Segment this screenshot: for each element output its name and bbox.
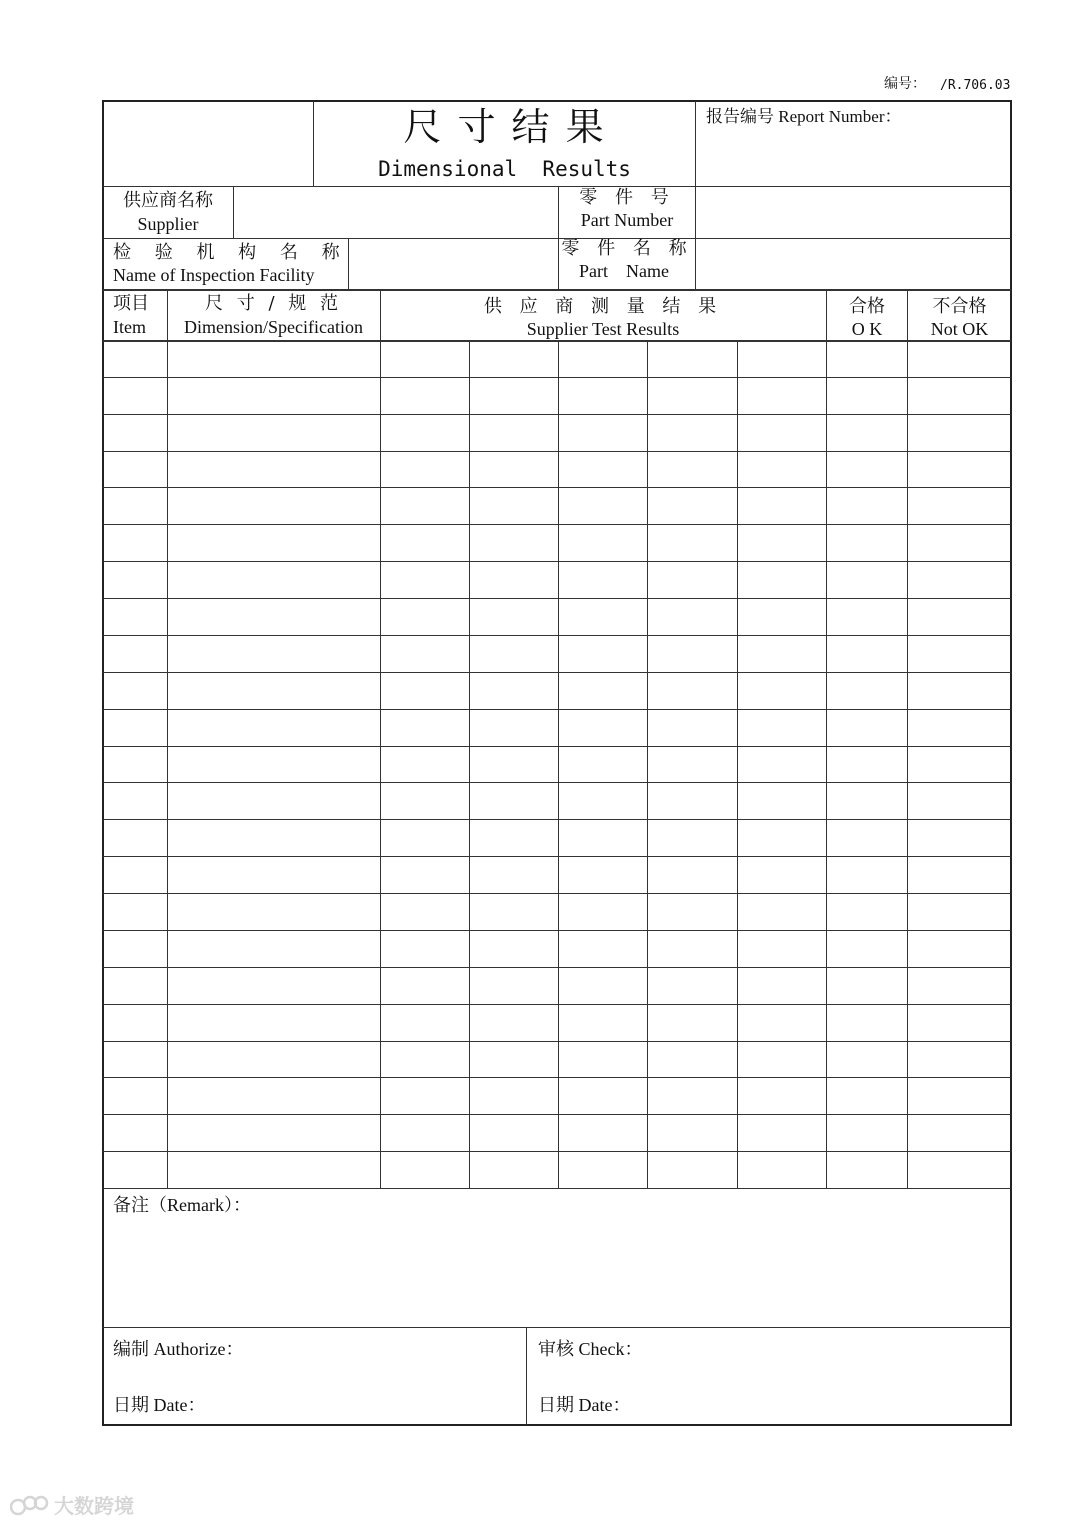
part-number-field[interactable] (699, 190, 1007, 234)
table-cell[interactable] (828, 1153, 905, 1186)
table-cell[interactable] (105, 711, 165, 744)
table-cell[interactable] (828, 1006, 905, 1039)
supplier-label-en: Supplier (137, 214, 199, 234)
table-cell[interactable] (105, 784, 165, 817)
table-cell[interactable] (105, 748, 165, 780)
col-ok-en: O K (851, 319, 883, 339)
doc-code-label: 编号： (884, 77, 926, 92)
table-cell[interactable] (739, 858, 824, 891)
divider (103, 1327, 1011, 1328)
divider (103, 1188, 1011, 1189)
watermark-text: 大数跨境 (54, 1494, 134, 1518)
col-ok-cn: 合格 (849, 296, 885, 317)
table-cell[interactable] (739, 600, 824, 633)
table-cell[interactable] (382, 748, 467, 780)
table-cell[interactable] (382, 637, 467, 670)
table-cell[interactable] (382, 969, 467, 1002)
table-cell[interactable] (105, 674, 165, 707)
table-cell[interactable] (382, 489, 467, 522)
table-cell[interactable] (828, 858, 905, 891)
table-cell[interactable] (649, 1043, 735, 1075)
table-cell[interactable] (105, 453, 165, 485)
table-cell[interactable] (471, 748, 556, 780)
table-cell[interactable] (471, 1116, 556, 1149)
authorize-label: 编制 Authorize： (113, 1339, 244, 1359)
form-title-cn: 尺 寸 结 果 (403, 105, 606, 149)
part-name-label-en: Part Name (579, 261, 669, 281)
table-cell[interactable] (828, 637, 905, 670)
table-cell[interactable] (169, 453, 378, 485)
table-cell[interactable] (169, 526, 378, 559)
col-not-ok-cn: 不合格 (932, 296, 987, 317)
table-cell[interactable] (382, 1116, 467, 1149)
table-cell[interactable] (560, 858, 645, 891)
table-cell[interactable] (105, 1006, 165, 1039)
table-cell[interactable] (739, 821, 824, 854)
col-not-ok-en: Not OK (930, 319, 989, 339)
table-cell[interactable] (105, 637, 165, 670)
part-name-field[interactable] (699, 242, 1007, 286)
table-cell[interactable] (649, 637, 735, 670)
table-cell[interactable] (471, 969, 556, 1002)
table-cell[interactable] (649, 416, 735, 449)
table-cell[interactable] (828, 674, 905, 707)
doc-code-value: /R.706.03 (940, 78, 1011, 93)
table-cell[interactable] (828, 711, 905, 744)
table-cell[interactable] (649, 453, 735, 485)
table-cell[interactable] (909, 453, 1009, 485)
table-cell[interactable] (560, 416, 645, 449)
table-cell[interactable] (105, 1153, 165, 1186)
table-cell[interactable] (471, 489, 556, 522)
table-cell[interactable] (105, 1079, 165, 1112)
table-cell[interactable] (560, 637, 645, 670)
table-cell[interactable] (909, 748, 1009, 780)
table-cell[interactable] (649, 821, 735, 854)
table-cell[interactable] (909, 858, 1009, 891)
table-cell[interactable] (560, 784, 645, 817)
table-cell[interactable] (382, 342, 467, 375)
table-cell[interactable] (471, 1079, 556, 1112)
table-cell[interactable] (382, 858, 467, 891)
table-cell[interactable] (560, 1043, 645, 1075)
table-cell[interactable] (382, 526, 467, 559)
table-cell[interactable] (909, 379, 1009, 412)
table-cell[interactable] (828, 895, 905, 928)
table-cell[interactable] (169, 932, 378, 965)
table-cell[interactable] (471, 526, 556, 559)
inspection-facility-label-cn: 检 验 机 构 名 称 (113, 242, 349, 263)
table-cell[interactable] (169, 416, 378, 449)
table-cell[interactable] (909, 932, 1009, 965)
table-cell[interactable] (105, 600, 165, 633)
table-cell[interactable] (169, 342, 378, 375)
table-cell[interactable] (382, 895, 467, 928)
table-cell[interactable] (649, 969, 735, 1002)
table-cell[interactable] (169, 748, 378, 780)
watermark-logo-icon (10, 1493, 54, 1519)
table-cell[interactable] (649, 1116, 735, 1149)
table-cell[interactable] (739, 1079, 824, 1112)
divider (103, 186, 1011, 187)
table-cell[interactable] (169, 674, 378, 707)
table-cell[interactable] (739, 489, 824, 522)
table-cell[interactable] (739, 711, 824, 744)
table-cell[interactable] (909, 1043, 1009, 1075)
table-cell[interactable] (909, 526, 1009, 559)
part-number-label-en: Part Number (580, 210, 674, 230)
table-cell[interactable] (382, 674, 467, 707)
table-cell[interactable] (471, 858, 556, 891)
table-cell[interactable] (105, 895, 165, 928)
divider (233, 187, 234, 238)
remark-label: 备注（Remark）： (113, 1195, 251, 1215)
table-cell[interactable] (471, 563, 556, 596)
table-cell[interactable] (828, 489, 905, 522)
table-cell[interactable] (471, 1153, 556, 1186)
table-cell[interactable] (105, 526, 165, 559)
table-cell[interactable] (382, 1079, 467, 1112)
table-cell[interactable] (649, 379, 735, 412)
table-cell[interactable] (471, 379, 556, 412)
table-cell[interactable] (560, 379, 645, 412)
table-cell[interactable] (828, 821, 905, 854)
table-cell[interactable] (560, 821, 645, 854)
table-cell[interactable] (169, 1079, 378, 1112)
table-cell[interactable] (382, 453, 467, 485)
col-supplier-results-en: Supplier Test Results (526, 319, 680, 339)
table-cell[interactable] (169, 784, 378, 817)
table-cell[interactable] (560, 674, 645, 707)
table-cell[interactable] (382, 711, 467, 744)
table-cell[interactable] (471, 895, 556, 928)
table-cell[interactable] (649, 1079, 735, 1112)
table-cell[interactable] (105, 416, 165, 449)
table-cell[interactable] (739, 379, 824, 412)
table-cell[interactable] (471, 1006, 556, 1039)
table-cell[interactable] (105, 932, 165, 965)
table-cell[interactable] (909, 637, 1009, 670)
table-cell[interactable] (560, 563, 645, 596)
table-cell[interactable] (169, 379, 378, 412)
table-cell[interactable] (382, 379, 467, 412)
table-cell[interactable] (739, 969, 824, 1002)
table-cell[interactable] (739, 342, 824, 375)
table-cell[interactable] (739, 1006, 824, 1039)
table-cell[interactable] (382, 563, 467, 596)
table-cell[interactable] (828, 932, 905, 965)
table-cell[interactable] (828, 563, 905, 596)
table-cell[interactable] (169, 637, 378, 670)
table-cell[interactable] (105, 858, 165, 891)
table-cell[interactable] (560, 342, 645, 375)
table-cell[interactable] (828, 342, 905, 375)
table-cell[interactable] (471, 784, 556, 817)
table-cell[interactable] (649, 932, 735, 965)
part-number-label-cn: 零 件 号 (579, 187, 675, 208)
table-cell[interactable] (382, 1006, 467, 1039)
table-cell[interactable] (739, 1043, 824, 1075)
table-cell[interactable] (560, 453, 645, 485)
table-cell[interactable] (105, 379, 165, 412)
table-cell[interactable] (471, 342, 556, 375)
table-cell[interactable] (909, 1079, 1009, 1112)
table-cell[interactable] (560, 932, 645, 965)
watermark (10, 1492, 150, 1522)
table-cell[interactable] (105, 563, 165, 596)
form-title-en: Dimensional Results (378, 157, 631, 181)
table-cell[interactable] (828, 416, 905, 449)
table-cell[interactable] (169, 1116, 378, 1149)
table-cell[interactable] (739, 674, 824, 707)
col-dimension-cn: 尺 寸 / 规 范 (205, 293, 342, 314)
table-cell[interactable] (649, 711, 735, 744)
table-cell[interactable] (560, 600, 645, 633)
table-cell[interactable] (909, 416, 1009, 449)
check-field[interactable] (650, 1336, 1005, 1362)
table-cell[interactable] (169, 895, 378, 928)
report-number-label: 报告编号 Report Number： (706, 107, 902, 126)
check-date-label: 日期 Date： (538, 1395, 631, 1415)
table-cell[interactable] (382, 821, 467, 854)
table-cell[interactable] (471, 821, 556, 854)
table-cell[interactable] (560, 1116, 645, 1149)
table-cell[interactable] (105, 969, 165, 1002)
table-cell[interactable] (169, 821, 378, 854)
table-cell[interactable] (649, 1153, 735, 1186)
table-cell[interactable] (909, 600, 1009, 633)
table-cell[interactable] (649, 674, 735, 707)
table-cell[interactable] (560, 1006, 645, 1039)
table-cell[interactable] (649, 1006, 735, 1039)
inspection-facility-field[interactable] (352, 242, 554, 286)
table-cell[interactable] (909, 784, 1009, 817)
table-cell[interactable] (739, 784, 824, 817)
table-cell[interactable] (471, 637, 556, 670)
table-cell[interactable] (739, 1153, 824, 1186)
table-cell[interactable] (739, 563, 824, 596)
divider (103, 238, 1011, 239)
table-cell[interactable] (560, 1079, 645, 1112)
table-cell[interactable] (828, 1116, 905, 1149)
table-cell[interactable] (909, 342, 1009, 375)
check-date-field[interactable] (630, 1392, 1005, 1418)
table-cell[interactable] (471, 416, 556, 449)
inspection-facility-label-en: Name of Inspection Facility (113, 265, 315, 285)
authorize-date-field[interactable] (205, 1392, 518, 1418)
table-cell[interactable] (169, 1043, 378, 1075)
table-cell[interactable] (471, 600, 556, 633)
col-supplier-results-cn: 供 应 商 测 量 结 果 (483, 296, 723, 317)
check-label: 审核 Check： (538, 1339, 643, 1359)
table-cell[interactable] (169, 969, 378, 1002)
table-cell[interactable] (909, 1153, 1009, 1186)
table-cell[interactable] (382, 1153, 467, 1186)
table-cell[interactable] (739, 895, 824, 928)
table-cell[interactable] (169, 1006, 378, 1039)
divider (526, 1328, 527, 1425)
table-cell[interactable] (828, 1079, 905, 1112)
table-cell[interactable] (909, 563, 1009, 596)
table-cell[interactable] (649, 526, 735, 559)
table-cell[interactable] (909, 1116, 1009, 1149)
supplier-label-cn: 供应商名称 (123, 190, 213, 211)
table-cell[interactable] (649, 342, 735, 375)
table-cell[interactable] (739, 637, 824, 670)
table-cell[interactable] (560, 1153, 645, 1186)
table-cell[interactable] (649, 895, 735, 928)
table-cell[interactable] (382, 784, 467, 817)
table-cell[interactable] (828, 748, 905, 780)
table-cell[interactable] (649, 563, 735, 596)
table-cell[interactable] (105, 1116, 165, 1149)
part-name-label-cn: 零 件 名 称 (561, 238, 693, 259)
divider (695, 101, 696, 290)
authorize-field[interactable] (248, 1336, 518, 1362)
table-cell[interactable] (560, 748, 645, 780)
table-cell[interactable] (909, 1006, 1009, 1039)
table-cell[interactable] (105, 342, 165, 375)
table-cell[interactable] (739, 526, 824, 559)
table-cell[interactable] (105, 821, 165, 854)
table-cell[interactable] (739, 453, 824, 485)
table-cell[interactable] (828, 969, 905, 1002)
table-cell[interactable] (739, 1116, 824, 1149)
col-item-en: Item (113, 317, 146, 337)
divider (103, 289, 1011, 291)
table-cell[interactable] (382, 600, 467, 633)
table-cell[interactable] (739, 932, 824, 965)
table-cell[interactable] (471, 932, 556, 965)
table-cell[interactable] (649, 784, 735, 817)
table-cell[interactable] (649, 489, 735, 522)
table-cell[interactable] (471, 711, 556, 744)
table-cell[interactable] (169, 1153, 378, 1186)
table-cell[interactable] (649, 748, 735, 780)
table-cell[interactable] (169, 600, 378, 633)
table-cell[interactable] (471, 674, 556, 707)
col-item-cn: 项目 (113, 293, 149, 314)
table-cell[interactable] (471, 453, 556, 485)
supplier-field[interactable] (237, 190, 554, 234)
table-cell[interactable] (105, 489, 165, 522)
table-cell[interactable] (560, 895, 645, 928)
report-number-field[interactable] (700, 130, 1006, 182)
table-cell[interactable] (169, 858, 378, 891)
table-cell[interactable] (909, 674, 1009, 707)
table-cell[interactable] (169, 563, 378, 596)
table-cell[interactable] (909, 489, 1009, 522)
table-cell[interactable] (909, 969, 1009, 1002)
table-cell[interactable] (169, 711, 378, 744)
table-cell[interactable] (560, 526, 645, 559)
col-dimension-en: Dimension/Specification (184, 317, 363, 337)
table-cell[interactable] (560, 711, 645, 744)
table-cell[interactable] (828, 600, 905, 633)
table-cell[interactable] (560, 489, 645, 522)
table-cell[interactable] (828, 1043, 905, 1075)
table-cell[interactable] (382, 416, 467, 449)
table-cell[interactable] (909, 895, 1009, 928)
table-cell[interactable] (828, 784, 905, 817)
table-cell[interactable] (105, 1043, 165, 1075)
remark-field[interactable] (108, 1222, 1006, 1322)
table-cell[interactable] (828, 526, 905, 559)
table-cell[interactable] (828, 379, 905, 412)
table-cell[interactable] (169, 489, 378, 522)
table-cell[interactable] (649, 858, 735, 891)
table-cell[interactable] (471, 1043, 556, 1075)
table-cell[interactable] (649, 600, 735, 633)
table-cell[interactable] (560, 969, 645, 1002)
table-cell[interactable] (828, 453, 905, 485)
table-cell[interactable] (909, 711, 1009, 744)
table-cell[interactable] (382, 1043, 467, 1075)
table-cell[interactable] (382, 932, 467, 965)
table-cell[interactable] (739, 416, 824, 449)
table-cell[interactable] (739, 748, 824, 780)
table-cell[interactable] (909, 821, 1009, 854)
authorize-date-label: 日期 Date： (113, 1395, 206, 1415)
